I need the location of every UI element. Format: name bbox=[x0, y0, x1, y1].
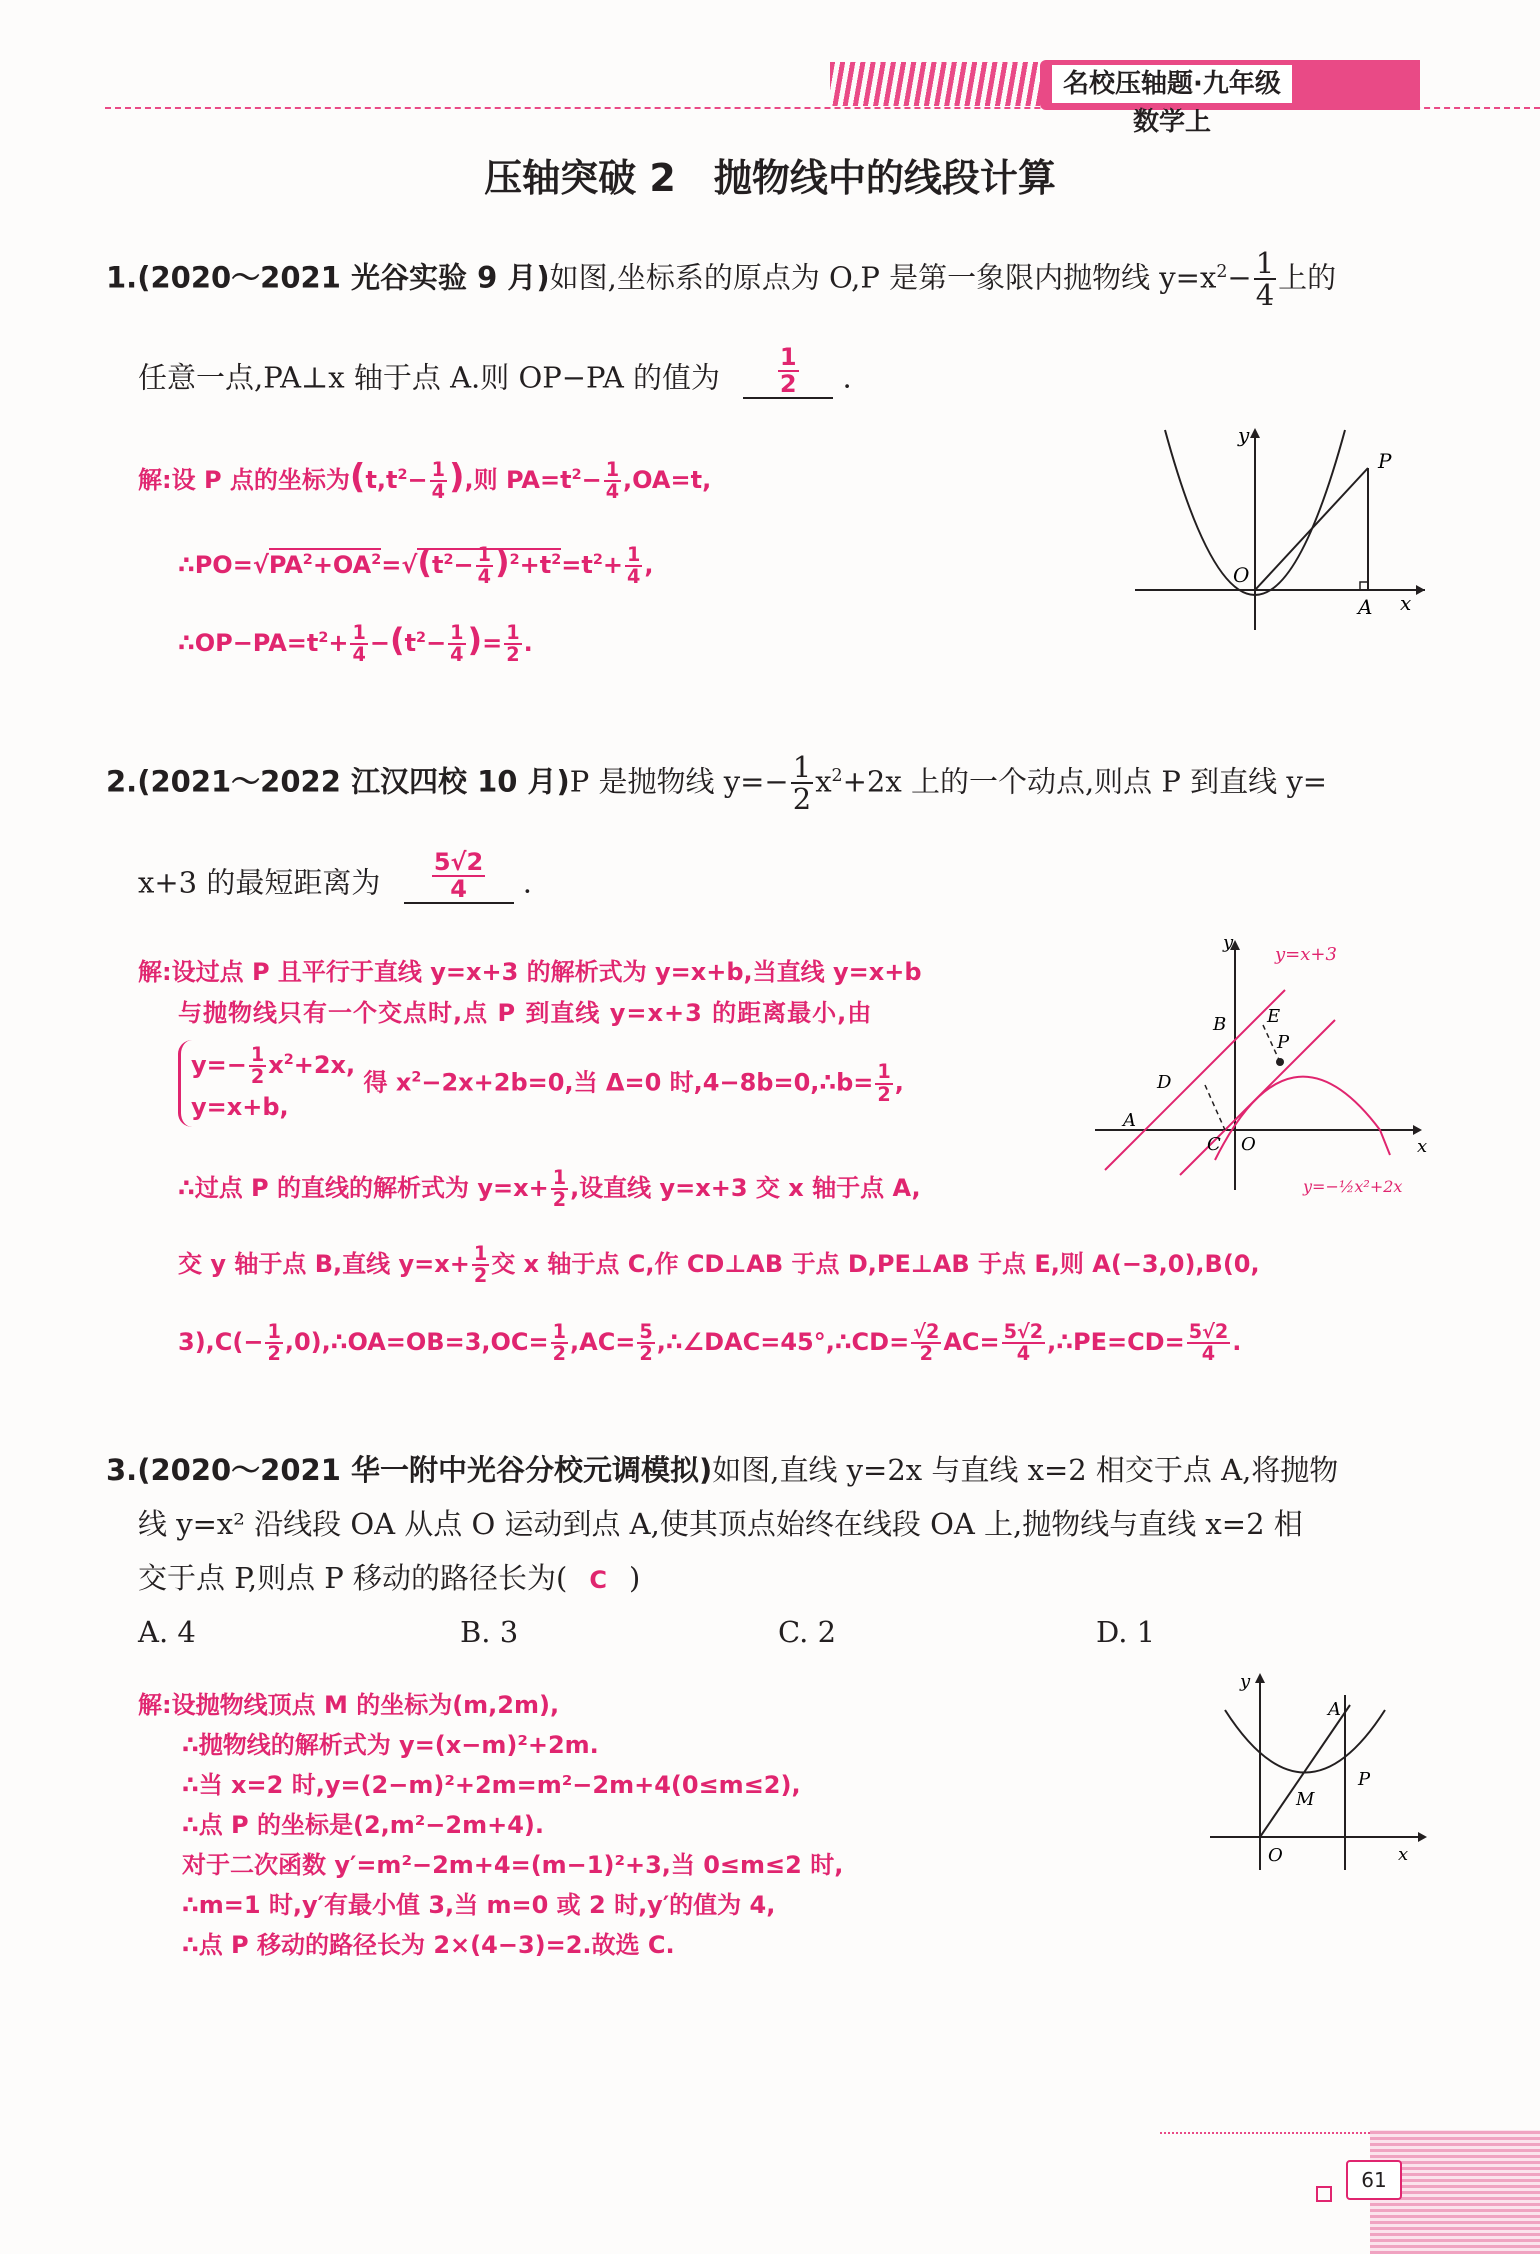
q2-fig-label-parabola: y=−½x²+2x bbox=[1303, 1177, 1403, 1196]
q1-number: 1. bbox=[106, 260, 138, 295]
page-title: 压轴突破 2 抛物线中的线段计算 bbox=[484, 156, 1056, 200]
q3-line2: 线 y=x² 沿线段 OA 从点 O 运动到点 A,使其顶点始终在线段 OA 上,抛物线与直线 x=2 相 bbox=[138, 1507, 1303, 1541]
q3-line1: 3.(2020～2021 华一附中光谷分校元调模拟)如图,直线 y=2x 与直线 x=2 相交于点 A,将抛物 bbox=[106, 1453, 1339, 1487]
q2-solution-line3: y=− $\frac{1}{2}$ $x^2+2x$, y=x+b, 得 $x^2-2x+2b=0$,当 Δ=0 时,4−8b=0,∴b= $\frac{1}{2}$ , bbox=[178, 1040, 1078, 1127]
q3-option-b[interactable]: B. 3 bbox=[460, 1615, 519, 1649]
q2-answer-blank bbox=[404, 850, 514, 904]
q2-answer: $\frac{5√2}{4}$ bbox=[433, 848, 484, 904]
q3-line3: 交于点 P,则点 P 移动的路径长为( C ) bbox=[138, 1561, 641, 1595]
header-rule bbox=[105, 107, 1540, 109]
q3-solution-line: ∴点 P 移动的路径长为 2×(4−3)=2.故选 C. bbox=[182, 1931, 675, 1959]
q3-answer: C bbox=[589, 1566, 607, 1594]
q3-solution-line: ∴m=1 时,y′有最小值 3,当 m=0 或 2 时,y′的值为 4, bbox=[182, 1891, 776, 1919]
q3-solution bbox=[138, 1685, 1038, 1965]
q1-line2: 任意一点,PA⊥x 轴于点 A.则 OP−PA 的值为 $\frac{1}{2}$ . bbox=[138, 343, 852, 399]
q3-fig-label-o: O bbox=[1268, 1845, 1283, 1866]
page-number: 61 bbox=[1346, 2160, 1402, 2200]
q2-fig-label-x: x bbox=[1417, 1136, 1428, 1157]
q1-question: 任意一点,PA⊥x 轴于点 A.则 OP−PA 的值为 bbox=[138, 360, 721, 395]
q3-solution-line: ∴抛物线的解析式为 y=(x−m)²+2m. bbox=[182, 1731, 599, 1759]
q1-fig-label-o: O bbox=[1233, 563, 1250, 587]
q1-fig-label-y: y bbox=[1238, 423, 1250, 447]
footer-small-box bbox=[1316, 2186, 1332, 2202]
q1-solution-line1: 解:设 P 点的坐标为($t,t^2-$ $\frac{1}{4}$ ),则 $PA=t^2-$ $\frac{1}{4}$ ,OA=t, bbox=[138, 457, 712, 503]
q2-solution-line4: ∴过点 P 的直线的解析式为 y=x+ $\frac{1}{2}$ ,设直线 y=x+3 交 x 轴于点 A, bbox=[178, 1166, 921, 1212]
q2-fig-label-line: y=x+3 bbox=[1275, 944, 1337, 965]
q1-solution-line3: $\therefore OP-PA=t^2+$ $\frac{1}{4}$ $-(t^2-$ $\frac{1}{4}$ )= $\frac{1}{2}$ . bbox=[178, 620, 533, 666]
q1-source: (2020～2021 光谷实验 9 月) bbox=[137, 260, 550, 295]
q3-option-c[interactable]: C. 2 bbox=[778, 1615, 837, 1649]
q2-number: 2. bbox=[106, 764, 138, 799]
q2-line1: 2.(2021～2022 江汉四校 10 月)P 是抛物线 y=− $\frac{1}{2}$ $x^2+2x$ 上的一个动点,则点 P 到直线 y= bbox=[106, 750, 1328, 817]
q2-figure bbox=[1085, 930, 1445, 1220]
header-stripes bbox=[830, 62, 1040, 106]
q3-fig-label-p: P bbox=[1358, 1769, 1371, 1790]
q1-fig-label-a: A bbox=[1358, 595, 1373, 619]
q3-number: 3. bbox=[106, 1453, 138, 1487]
q1-fig-label-x: x bbox=[1400, 591, 1412, 615]
q1-text-end: 上的 bbox=[1278, 260, 1337, 295]
q2-fig-label-o: O bbox=[1241, 1134, 1256, 1155]
q2-solution-line6: 3),C(− $\frac{1}{2}$ ,0),∴OA=OB=3,OC= $\frac{1}{2}$ ,AC= $\frac{5}{2}$ ,∴∠DAC=45°,∴CD= $\frac{√2}{2}$ AC= $\frac{5√2}{4}$ ,∴PE=CD= $\frac{5√2}{4}$ . bbox=[178, 1320, 1242, 1366]
q3-solution-line: 解:设抛物线顶点 M 的坐标为(m,2m), bbox=[138, 1691, 560, 1719]
q2-fig-label-y: y bbox=[1223, 932, 1234, 953]
q1-solution-line2: $\therefore PO=√PA^2+OA^2=√(t^2-$ $\frac{1}{4}$ )$^2+t^2=t^2+$ $\frac{1}{4}$ , bbox=[178, 542, 654, 588]
q3-fig-label-x: x bbox=[1398, 1844, 1409, 1865]
q3-option-d[interactable]: D. 1 bbox=[1096, 1615, 1156, 1649]
q3-fig-label-m: M bbox=[1296, 1789, 1315, 1810]
q2-fig-label-a: A bbox=[1123, 1110, 1136, 1131]
q3-solution-line: ∴当 x=2 时,y=(2−m)²+2m=m²−2m+4(0≤m≤2), bbox=[182, 1771, 801, 1799]
q3-solution-line: 对于二次函数 y′=m²−2m+4=(m−1)²+3,当 0≤m≤2 时, bbox=[182, 1851, 844, 1879]
footer-rule bbox=[1160, 2132, 1370, 2134]
q1-answer-blank bbox=[743, 345, 833, 399]
q2-solution-line2: 与抛物线只有一个交点时,点 P 到直线 y=x+3 的距离最小,由 bbox=[178, 999, 873, 1027]
q1-answer: $\frac{1}{2}$ bbox=[779, 343, 797, 399]
q2-fig-label-b: B bbox=[1213, 1014, 1227, 1035]
q3-option-a[interactable]: A. 4 bbox=[138, 1615, 196, 1649]
header-badge bbox=[1040, 60, 1420, 137]
q1-frac: $\frac{1}{4}$ bbox=[1255, 246, 1275, 313]
q1-fig-label-p: P bbox=[1378, 449, 1392, 473]
q3-fig-label-a: A bbox=[1328, 1699, 1341, 1720]
q1-text: 如图,坐标系的原点为 O,P 是第一象限内抛物线 y=x bbox=[549, 260, 1217, 295]
q2-fig-label-d: D bbox=[1157, 1072, 1172, 1093]
q2-fig-label-e: E bbox=[1267, 1006, 1281, 1027]
q1-figure bbox=[1120, 420, 1450, 640]
q2-solution-line5: 交 y 轴于点 B,直线 y=x+ $\frac{1}{2}$ 交 x 轴于点 C,作 CD⊥AB 于点 D,PE⊥AB 于点 E,则 A(−3,0),B(0, bbox=[178, 1242, 1260, 1288]
q1-line1: 1.(2020～2021 光谷实验 9 月)如图,坐标系的原点为 O,P 是第一象限内抛物线 $y=x^2-$ $\frac{1}{4}$ 上的 bbox=[106, 246, 1337, 313]
q2-fig-label-p: P bbox=[1277, 1032, 1290, 1053]
q2-source: (2021～2022 江汉四校 10 月) bbox=[137, 764, 570, 799]
q3-figure bbox=[1200, 1665, 1440, 1880]
q3-fig-label-y: y bbox=[1240, 1671, 1251, 1692]
header-title: 名校压轴题·九年级数学上 bbox=[1052, 65, 1292, 103]
q2-question: x+3 的最短距离为 bbox=[138, 865, 381, 900]
q3-solution-line: ∴点 P 的坐标是(2,m²−2m+4). bbox=[182, 1811, 545, 1839]
q2-fig-label-c: C bbox=[1207, 1134, 1221, 1155]
q3-source: (2020～2021 华一附中光谷分校元调模拟) bbox=[137, 1453, 713, 1487]
q2-line2: x+3 的最短距离为 $\frac{5√2}{4}$ . bbox=[138, 848, 532, 904]
q2-solution-line1: 解:设过点 P 且平行于直线 y=x+3 的解析式为 y=x+b,当直线 y=x+b bbox=[138, 958, 922, 986]
